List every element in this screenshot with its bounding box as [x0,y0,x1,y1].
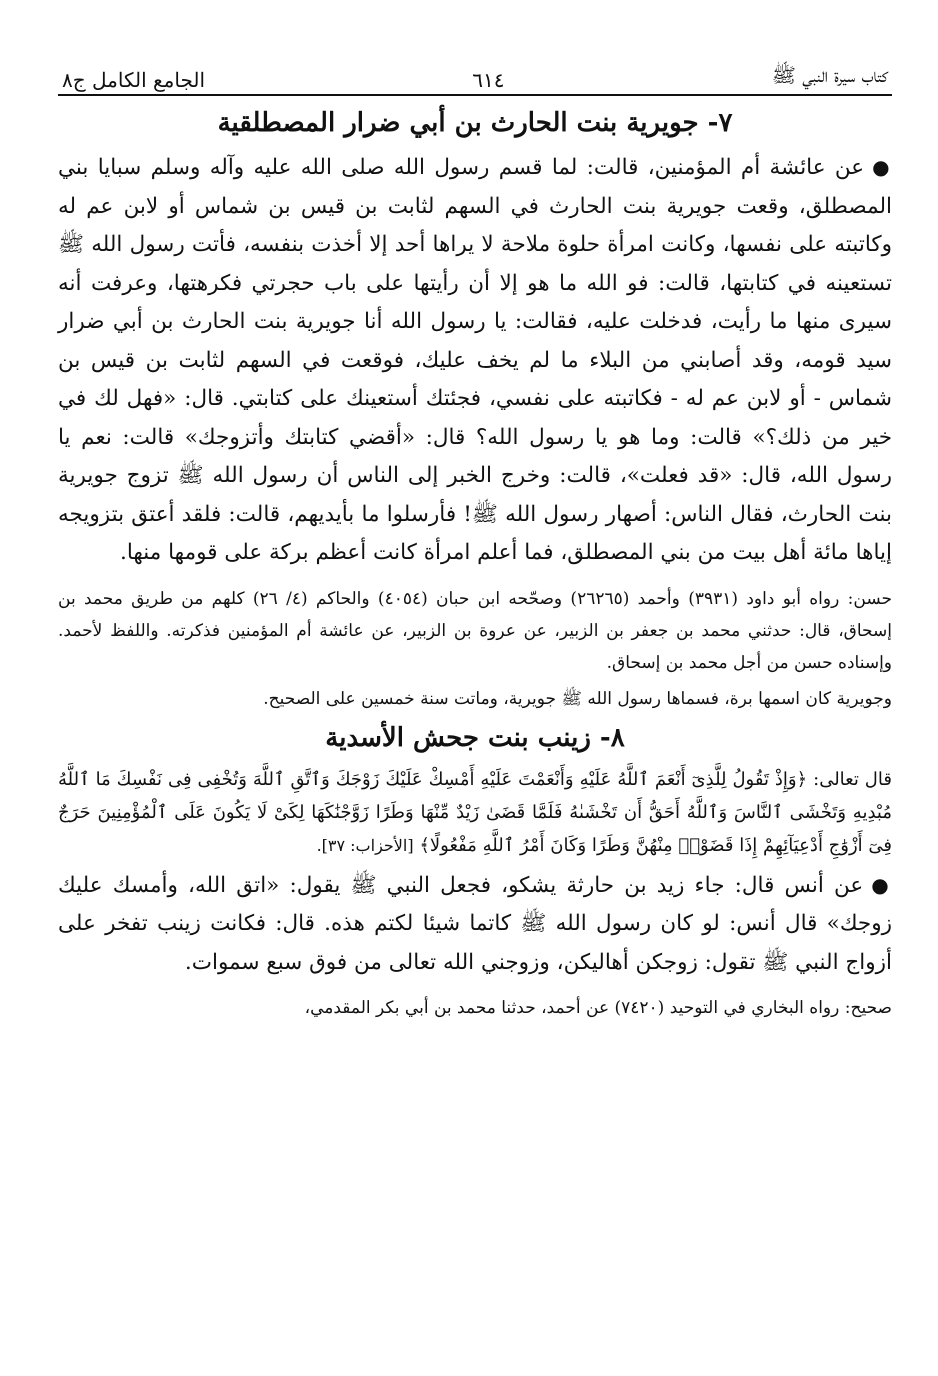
quran-quote [58,763,892,862]
bullet-icon: ● [872,155,892,179]
book-page [58,52,892,1024]
section-7-hadith-text: عن عائشة أم المؤمنين، قالت: لما قسم رسول الله صلى الله عليه وآله وسلم سبايا بني المصطلق، وقعت جويرية بنت الحارث في السهم لثابت بن قيس بن شماس أو لابن عم له وكاتبته على نفسها، وكانت امرأة حلوة ملاحة لا يراها أحد إلا أخذت بنفسه، فأتت رسول الله ﷺ تستعينه في كتابتها، قالت: فو الله ما هو إلا أن رأيتها على باب حجرتي فكرهتها، وعرفت أنه سيرى منها ما رأيت، فدخلت عليه، فقالت: يا رسول الله أنا جويرية بنت الحارث بن أبي ضرار سيد قومه، وقد أصابني من البلاء ما لم يخف عليك، فوقعت في السهم لثابت بن قيس بن شماس - أو لابن عم له - فكاتبته على نفسي، فجئتك أستعينك على كتابتي. قال: «فهل لك في خير من ذلك؟» قالت: وما هو يا رسول الله؟ قال: «أقضي كتابتك وأتزوجك» قالت: نعم يا رسول الله، قال: «قد فعلت»، قالت: وخرج الخبر إلى الناس أن رسول الله ﷺ تزوج جويرية بنت الحارث، فقال الناس: أصهار رسول الله ﷺ! فأرسلوا ما بأيديهم، قالت: فلقد أعتق بتزويجه إياها مائة أهل بيت من بني المصطلق، فما أعلم امرأة كانت أعظم بركة على قومها منها. [58,155,892,565]
quran-intro: قال تعالى: [813,768,892,790]
section-7-takhrij: حسن: رواه أبو داود (٣٩٣١) وأحمد (٢٦٢٦٥) وصحّحه ابن حبان (٤٠٥٤) والحاكم (٤/ ٢٦) كلهم من طريق محمد بن إسحاق، قال: حدثني محمد بن جعفر بن الزبير، عن عروة بن الزبير، عن عائشة أم المؤمنين فذكرته. واللفظ لأحمد. وإسناده حسن من أجل محمد بن إسحاق. [58,588,892,673]
section-8-title: ٨- زينب بنت جحش الأسدية [325,722,625,753]
section-8-hadith [58,866,892,983]
page-number: ٦١٤ [472,68,505,92]
bullet-icon: ● [871,872,893,897]
quran-reference: [الأحزاب: ٣٧]. [316,835,414,855]
section-8-takhrij: صحيح: رواه البخاري في التوحيد (٧٤٢٠) عن أحمد، حدثنا محمد بن أبي بكر المقدمي، [304,998,892,1018]
section-7-hadith [58,148,892,573]
header-divider [58,94,892,96]
quran-verse: ﴿وَإِذْ تَقُولُ لِلَّذِىٓ أَنْعَمَ ٱللَّهُ عَلَيْهِ وَأَنْعَمْتَ عَلَيْهِ أَمْسِكْ عَلَيْكَ زَوْجَكَ وَٱتَّقِ ٱللَّهَ وَتُخْفِى فِى نَفْسِكَ مَا ٱللَّهُ مُبْدِيهِ وَتَخْشَى ٱلنَّاسَ وَٱللَّهُ أَحَقُّ أَن تَخْشَىٰهُ فَلَمَّا قَضَىٰ زَيْدٌ مِّنْهَا وَطَرًا زَوَّجْنَٰكَهَا لِكَىْ لَا يَكُونَ عَلَى ٱلْمُؤْمِنِينَ حَرَجٌ فِىٓ أَزْوَٰجِ أَدْعِيَآئِهِمْ إِذَا قَضَوْا۟ مِنْهُنَّ وَطَرًا وَكَانَ أَمْرُ ٱللَّهِ مَفْعُولًا﴾ [58,768,892,856]
section-7-note: وجويرية كان اسمها برة، فسماها رسول الله ﷺ جويرية، وماتت سنة خمسين على الصحيح. [263,688,892,709]
header-volume-title: الجامع الكامل ج٨ [62,68,206,92]
section-7-title: ٧- جويرية بنت الحارث بن أبي ضرار المصطلقية [217,108,733,138]
running-header [58,52,892,92]
section-8-hadith-text: عن أنس قال: جاء زيد بن حارثة يشكو، فجعل النبي ﷺ يقول: «اتق الله، وأمسك عليك زوجك» قال أنس: لو كان رسول الله ﷺ كاتما شيئا لكتم هذه. قال: فكانت زينب تفخر على أزواج النبي ﷺ تقول: زوجكن أهاليكن، وزوجني الله تعالى من فوق سبع سموات. [58,872,892,975]
header-book-title: كتاب سيرة النبي ﷺ [771,63,888,87]
